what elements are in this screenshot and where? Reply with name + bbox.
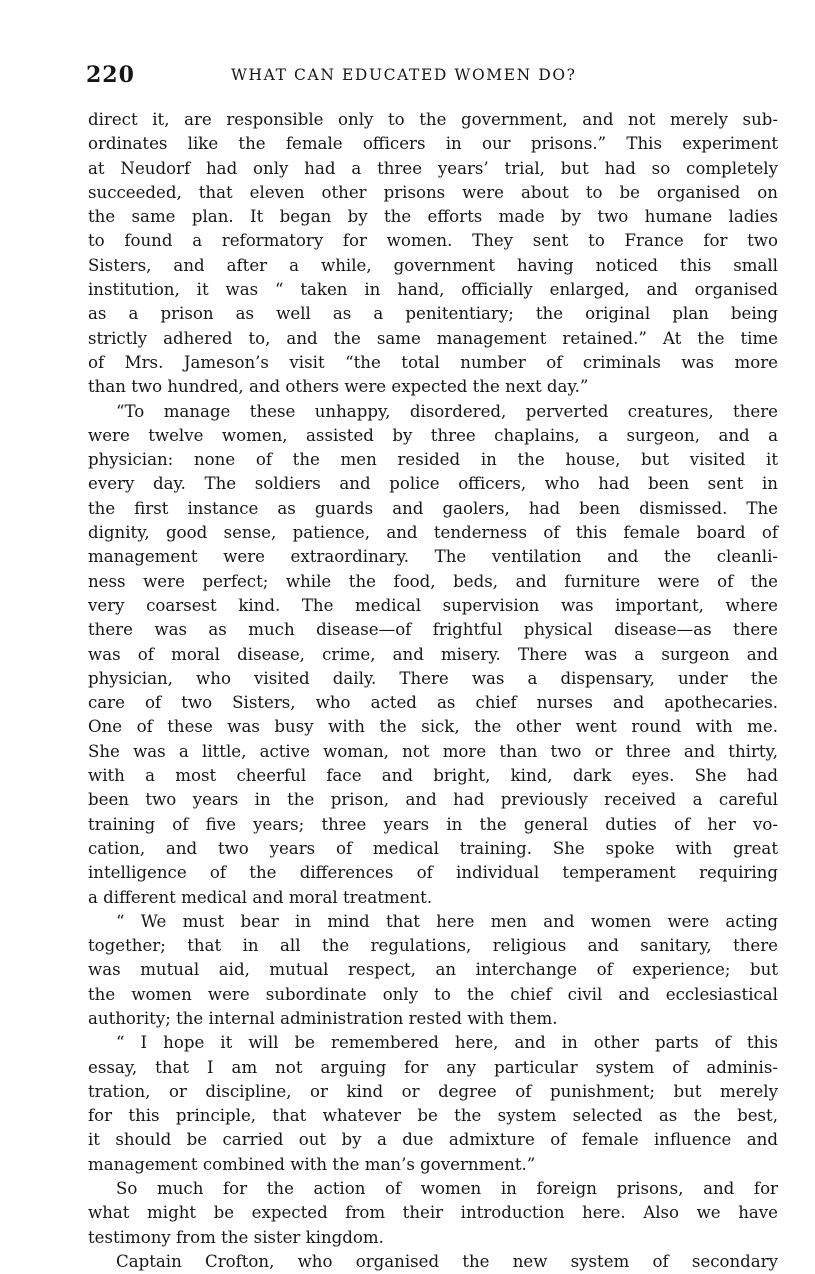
text-line: management combined with the man’s government.” [88,1154,536,1174]
text-line: at Neudorf had only had a three years’ trial, but had so completely [88,158,778,178]
text-line: “To manage these unhappy, disordered, perverted creatures, there [116,401,778,421]
page-header [86,62,786,92]
text-line: So much for the action of women in foreign prisons, and for [116,1179,778,1199]
text-line: was mutual aid, mutual respect, an interchange of experience; but [88,960,778,980]
text-line: the first instance as guards and gaolers, had been dismissed. The [88,498,778,518]
text-line: Sisters, and after a while, government having noticed this small [88,255,778,275]
text-line: One of these was busy with the sick, the other went round with me. [88,717,778,737]
text-line: physician, who visited daily. There was a dispensary, under the [88,668,778,688]
text-line: for this principle, that whatever be the system selected as the best, [88,1106,778,1126]
text-line: a different medical and moral treatment. [88,887,433,907]
text-line: dignity, good sense, patience, and tenderness of this female board of [88,523,778,543]
text-line: She was a little, active woman, not more than two or three and thirty, [88,741,778,761]
text-line: the same plan. It began by the efforts made by two humane ladies [88,207,778,227]
text-line: “ I hope it will be remembered here, and in other parts of this [116,1033,778,1053]
text-line: than two hundred, and others were expected the next day.” [88,377,589,397]
text-line: intelligence of the differences of individual temperament requiring [88,863,778,883]
text-line: strictly adhered to, and the same management retained.” At the time [88,328,778,348]
text-line: the women were subordinate only to the chief civil and ecclesiastical [88,984,778,1004]
text-line: of Mrs. Jameson’s visit “the total number of criminals was more [88,352,778,372]
text-line: testimony from the sister kingdom. [88,1227,384,1247]
text-line: physician: none of the men resided in the house, but visited it [88,450,778,470]
text-line: “ We must bear in mind that here men and women were acting [116,911,778,931]
text-line: Captain Crofton, who organised the new system of secondary [116,1251,778,1271]
text-line: been two years in the prison, and had previously received a careful [88,790,778,810]
running-title: WHAT CAN EDUCATED WOMEN DO? [231,66,577,84]
text-line: it should be carried out by a due admixture of female influence and [88,1130,778,1150]
text-line: care of two Sisters, who acted as chief nurses and apothecaries. [88,693,778,713]
text-line: direct it, are responsible only to the government, and not merely sub- [88,110,778,129]
text-line: every day. The soldiers and police officers, who had been sent in [88,474,778,494]
text-line: cation, and two years of medical training. She spoke with great [88,838,778,858]
text-line: very coarsest kind. The medical supervision was important, where [88,595,778,615]
text-line: together; that in all the regulations, religious and sanitary, there [88,936,778,956]
text-line: tration, or discipline, or kind or degree of punishment; but merely [88,1081,778,1101]
text-line: training of five years; three years in the general duties of her vo- [88,814,778,834]
page-number: 220 [86,62,135,88]
text-line: succeeded, that eleven other prisons were about to be organised on [88,182,778,202]
text-line: management were extraordinary. The ventilation and the cleanli- [88,547,778,567]
text-line: ordinates like the female officers in our prisons.” This experiment [88,134,778,154]
text-line: essay, that I am not arguing for any particular system of adminis- [88,1057,778,1077]
text-line: authority; the internal administration rested with them. [88,1008,558,1028]
text-line: with a most cheerful face and bright, kind, dark eyes. She had [88,766,778,786]
text-line: as a prison as well as a penitentiary; the original plan being [88,304,778,324]
text-line: were twelve women, assisted by three chaplains, a surgeon, and a [88,425,778,445]
text-line: there was as much disease—of frightful physical disease—as there [88,620,778,640]
text-line: to found a reformatory for women. They sent to France for two [88,231,778,251]
text-line: was of moral disease, crime, and misery. There was a surgeon and [88,644,778,664]
text-line: ness were perfect; while the food, beds, and furniture were of the [88,571,778,591]
body-text [88,108,778,1274]
text-line: institution, it was “ taken in hand, officially enlarged, and organised [88,280,778,300]
text-line: what might be expected from their introduction here. Also we have [88,1203,778,1223]
